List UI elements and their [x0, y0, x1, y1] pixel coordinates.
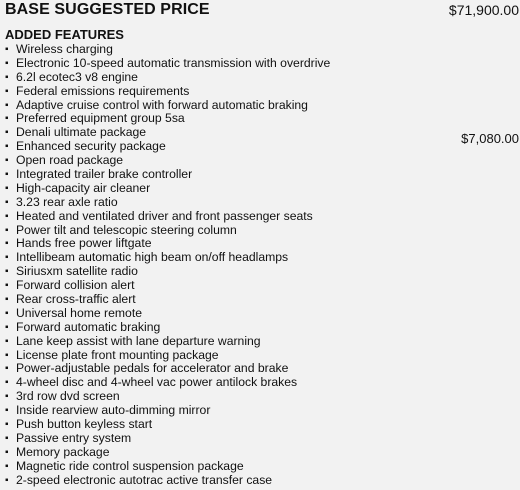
- bullet-icon: ▪: [5, 280, 9, 292]
- bullet-icon: ▪: [5, 391, 9, 403]
- feature-label: Forward automatic braking: [16, 319, 161, 334]
- bullet-icon: ▪: [5, 196, 9, 208]
- bullet-icon: ▪: [5, 446, 9, 458]
- feature-label: Enhanced security package: [16, 139, 166, 154]
- bullet-icon: ▪: [5, 127, 9, 139]
- feature-label: Denali ultimate package: [16, 125, 147, 140]
- feature-label: Universal home remote: [16, 305, 142, 320]
- feature-label: Inside rearview auto-dimming mirror: [16, 403, 211, 418]
- feature-label: Forward collision alert: [16, 278, 135, 293]
- feature-label: Passive entry system: [16, 430, 132, 445]
- feature-list-item: [0, 140, 520, 154]
- feature-list-item: [0, 474, 520, 488]
- feature-label: Memory package: [16, 444, 110, 459]
- feature-list-item: [0, 168, 520, 182]
- base-price-row: [5, 0, 519, 22]
- feature-list-item: [0, 251, 520, 265]
- bullet-icon: ▪: [5, 210, 9, 222]
- feature-label: License plate front mounting package: [16, 347, 219, 362]
- base-price-title: BASE SUGGESTED PRICE: [5, 1, 210, 18]
- bullet-icon: ▪: [5, 363, 9, 375]
- feature-list-item: [0, 460, 520, 474]
- bullet-icon: ▪: [5, 182, 9, 194]
- bullet-icon: ▪: [5, 294, 9, 306]
- feature-label: Lane keep assist with lane departure warning: [16, 333, 261, 348]
- bullet-icon: ▪: [5, 460, 9, 472]
- bullet-icon: ▪: [5, 321, 9, 333]
- feature-list-item: [0, 71, 520, 85]
- bullet-icon: ▪: [5, 224, 9, 236]
- added-features-price: $7,080.00: [461, 131, 519, 146]
- feature-list-item: [0, 154, 520, 168]
- feature-list-item: [0, 446, 520, 460]
- feature-list-item: [0, 99, 520, 113]
- feature-label: Rear cross-traffic alert: [16, 292, 136, 307]
- added-features-title: ADDED FEATURES: [5, 27, 124, 42]
- feature-list-item: [0, 321, 520, 335]
- feature-label: 2-speed electronic autotrac active transfer case: [16, 472, 273, 487]
- feature-list-item: [0, 43, 520, 57]
- feature-list-item: [0, 432, 520, 446]
- feature-list-item: [0, 126, 520, 140]
- feature-label: Power tilt and telescopic steering column: [16, 222, 237, 237]
- feature-list-item: [0, 390, 520, 404]
- bullet-icon: ▪: [5, 474, 9, 486]
- added-features-list: [0, 43, 520, 488]
- feature-list-item: [0, 293, 520, 307]
- feature-list-item: [0, 196, 520, 210]
- feature-label: 6.2l ecotec3 v8 engine: [16, 69, 138, 84]
- bullet-icon: ▪: [5, 113, 9, 125]
- feature-label: Magnetic ride control suspension package: [16, 458, 244, 473]
- bullet-icon: ▪: [5, 71, 9, 83]
- bullet-icon: ▪: [5, 349, 9, 361]
- bullet-icon: ▪: [5, 266, 9, 278]
- feature-label: 3rd row dvd screen: [16, 389, 120, 404]
- feature-list-item: [0, 279, 520, 293]
- feature-label: Open road package: [16, 153, 124, 168]
- feature-list-item: [0, 307, 520, 321]
- feature-list-item: [0, 335, 520, 349]
- feature-list-item: [0, 182, 520, 196]
- bullet-icon: ▪: [5, 377, 9, 389]
- bullet-icon: ▪: [5, 99, 9, 111]
- feature-label: Heated and ventilated driver and front passenger seats: [16, 208, 313, 223]
- feature-list-item: [0, 112, 520, 126]
- base-price-value: $71,900.00: [448, 2, 519, 18]
- bullet-icon: ▪: [5, 252, 9, 264]
- bullet-icon: ▪: [5, 57, 9, 69]
- bullet-icon: ▪: [5, 405, 9, 417]
- feature-label: Adaptive cruise control with forward automatic braking: [16, 97, 308, 112]
- feature-label: Integrated trailer brake controller: [16, 167, 193, 182]
- feature-label: 3.23 rear axle ratio: [16, 194, 118, 209]
- feature-label: Hands free power liftgate: [16, 236, 152, 251]
- feature-list-item: [0, 362, 520, 376]
- bullet-icon: ▪: [5, 141, 9, 153]
- feature-label: Push button keyless start: [16, 417, 153, 432]
- bullet-icon: ▪: [5, 85, 9, 97]
- bullet-icon: ▪: [5, 169, 9, 181]
- feature-label: Federal emissions requirements: [16, 83, 190, 98]
- bullet-icon: ▪: [5, 155, 9, 167]
- feature-list-item: [0, 57, 520, 71]
- feature-label: Electronic 10-speed automatic transmission with overdrive: [16, 55, 331, 70]
- feature-label: Siriusxm satellite radio: [16, 264, 138, 279]
- feature-list-item: [0, 349, 520, 363]
- feature-label: 4-wheel disc and 4-wheel vac power antilock brakes: [16, 375, 298, 390]
- feature-label: Preferred equipment group 5sa: [16, 111, 185, 126]
- bullet-icon: ▪: [5, 44, 9, 55]
- bullet-icon: ▪: [5, 307, 9, 319]
- feature-list-item: [0, 376, 520, 390]
- feature-list-item: [0, 210, 520, 224]
- feature-list-item: [0, 404, 520, 418]
- bullet-icon: ▪: [5, 419, 9, 431]
- bullet-icon: ▪: [5, 238, 9, 250]
- feature-label: Power-adjustable pedals for accelerator and brake: [16, 361, 289, 376]
- bullet-icon: ▪: [5, 335, 9, 347]
- feature-list-item: [0, 224, 520, 238]
- feature-label: Intellibeam automatic high beam on/off headlamps: [16, 250, 289, 265]
- feature-list-item: [0, 418, 520, 432]
- feature-label: High-capacity air cleaner: [16, 180, 151, 195]
- bullet-icon: ▪: [5, 432, 9, 444]
- feature-list-item: [0, 237, 520, 251]
- feature-label: Wireless charging: [16, 42, 113, 56]
- feature-list-item: [0, 265, 520, 279]
- feature-list-item: [0, 85, 520, 99]
